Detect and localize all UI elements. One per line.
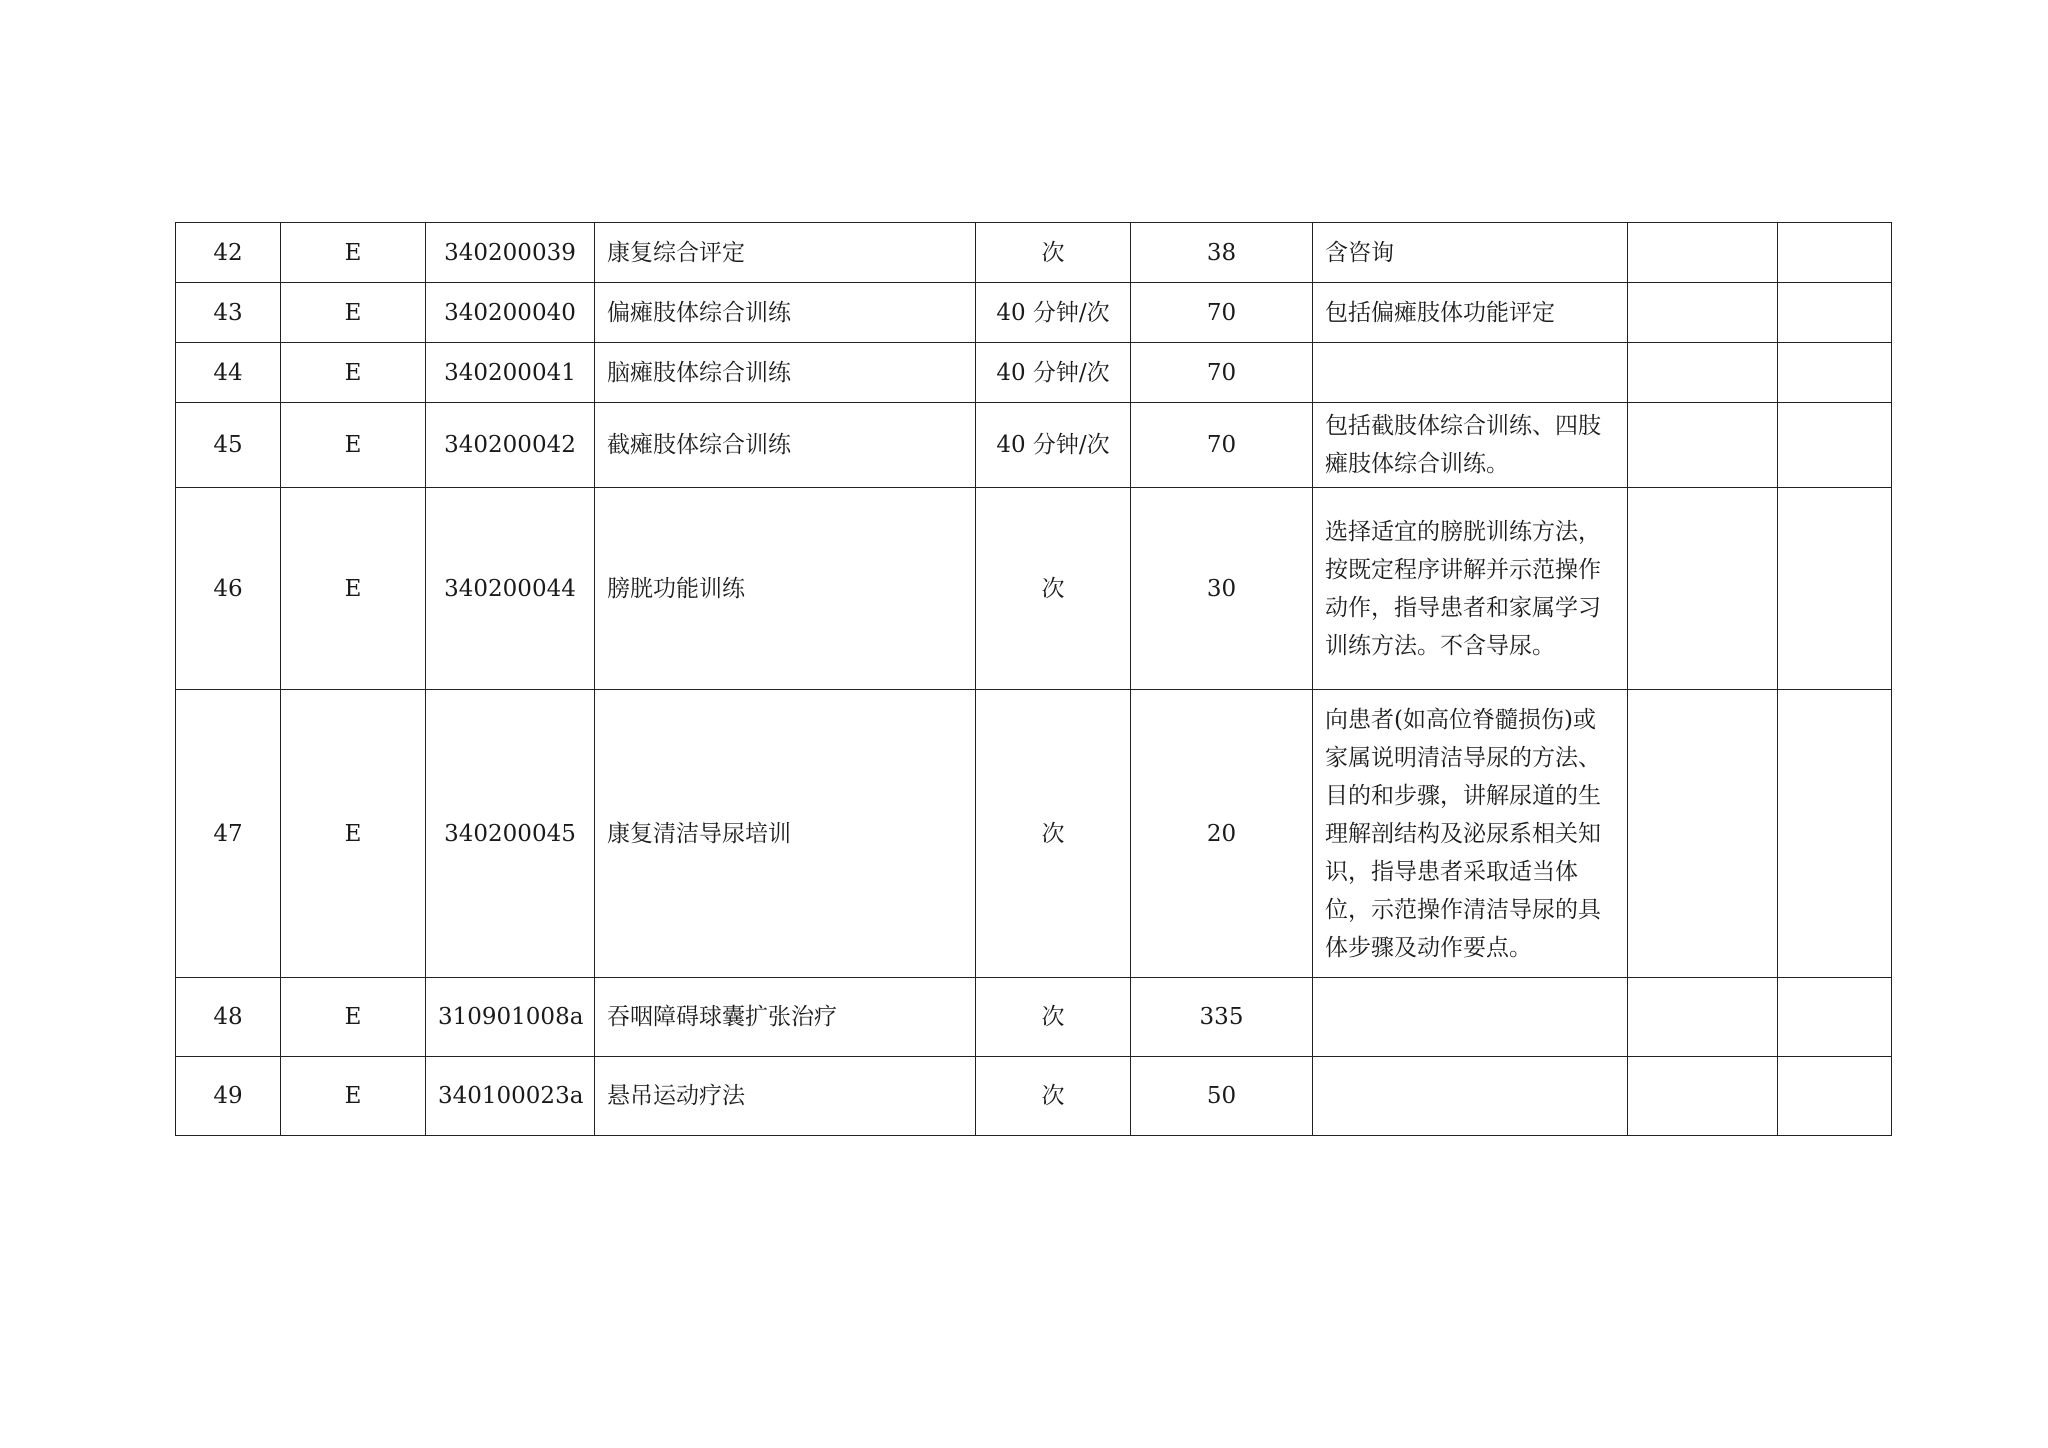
cell-code: 310901008a: [426, 978, 595, 1057]
table-row: [176, 690, 1892, 978]
cell-unit: 次: [976, 978, 1131, 1057]
cell-extra-1: [1628, 1057, 1778, 1136]
cell-unit: 40 分钟/次: [976, 343, 1131, 403]
cell-price: 335: [1131, 978, 1313, 1057]
cell-extra-2: [1778, 283, 1892, 343]
cell-extra-1: [1628, 223, 1778, 283]
cell-extra-1: [1628, 343, 1778, 403]
cell-name: 脑瘫肢体综合训练: [595, 343, 976, 403]
cell-seq: 49: [176, 1057, 281, 1136]
cell-code: 340100023a: [426, 1057, 595, 1136]
cell-seq: 47: [176, 690, 281, 978]
fee-table: [175, 222, 1892, 1136]
cell-note: [1313, 978, 1628, 1057]
cell-note: [1313, 343, 1628, 403]
table-body: [176, 223, 1892, 1136]
cell-extra-2: [1778, 1057, 1892, 1136]
cell-name: 吞咽障碍球囊扩张治疗: [595, 978, 976, 1057]
cell-price: 70: [1131, 343, 1313, 403]
cell-name: 康复清洁导尿培训: [595, 690, 976, 978]
cell-class: E: [281, 978, 426, 1057]
cell-unit: 40 分钟/次: [976, 403, 1131, 488]
cell-seq: 46: [176, 488, 281, 690]
cell-extra-2: [1778, 343, 1892, 403]
table-row: [176, 403, 1892, 488]
table-row: [176, 223, 1892, 283]
cell-extra-2: [1778, 690, 1892, 978]
cell-extra-1: [1628, 978, 1778, 1057]
cell-name: 悬吊运动疗法: [595, 1057, 976, 1136]
cell-price: 20: [1131, 690, 1313, 978]
table-row: [176, 1057, 1892, 1136]
cell-class: E: [281, 690, 426, 978]
cell-name: 偏瘫肢体综合训练: [595, 283, 976, 343]
cell-note: 含咨询: [1313, 223, 1628, 283]
cell-price: 38: [1131, 223, 1313, 283]
cell-extra-2: [1778, 223, 1892, 283]
table-row: [176, 343, 1892, 403]
cell-code: 340200042: [426, 403, 595, 488]
cell-class: E: [281, 283, 426, 343]
table-row: [176, 978, 1892, 1057]
cell-note: 包括截肢体综合训练、四肢瘫肢体综合训练。: [1313, 403, 1628, 488]
cell-unit: 次: [976, 690, 1131, 978]
cell-class: E: [281, 343, 426, 403]
cell-code: 340200045: [426, 690, 595, 978]
cell-note: 包括偏瘫肢体功能评定: [1313, 283, 1628, 343]
cell-unit: 40 分钟/次: [976, 283, 1131, 343]
cell-name: 膀胱功能训练: [595, 488, 976, 690]
cell-price: 50: [1131, 1057, 1313, 1136]
cell-code: 340200041: [426, 343, 595, 403]
cell-note: 选择适宜的膀胱训练方法，按既定程序讲解并示范操作动作，指导患者和家属学习训练方法。不含导尿。: [1313, 488, 1628, 690]
cell-note: 向患者(如高位脊髓损伤)或家属说明清洁导尿的方法、目的和步骤，讲解尿道的生理解剖结构及泌尿系相关知识，指导患者采取适当体位，示范操作清洁导尿的具体步骤及动作要点。: [1313, 690, 1628, 978]
cell-seq: 43: [176, 283, 281, 343]
cell-extra-2: [1778, 978, 1892, 1057]
cell-extra-2: [1778, 488, 1892, 690]
cell-extra-2: [1778, 403, 1892, 488]
cell-name: 截瘫肢体综合训练: [595, 403, 976, 488]
cell-code: 340200039: [426, 223, 595, 283]
cell-unit: 次: [976, 488, 1131, 690]
cell-extra-1: [1628, 690, 1778, 978]
cell-price: 70: [1131, 403, 1313, 488]
cell-code: 340200040: [426, 283, 595, 343]
cell-seq: 48: [176, 978, 281, 1057]
cell-class: E: [281, 403, 426, 488]
cell-name: 康复综合评定: [595, 223, 976, 283]
cell-extra-1: [1628, 283, 1778, 343]
cell-class: E: [281, 488, 426, 690]
cell-class: E: [281, 1057, 426, 1136]
cell-seq: 45: [176, 403, 281, 488]
cell-class: E: [281, 223, 426, 283]
cell-price: 70: [1131, 283, 1313, 343]
cell-seq: 42: [176, 223, 281, 283]
cell-seq: 44: [176, 343, 281, 403]
cell-unit: 次: [976, 223, 1131, 283]
cell-extra-1: [1628, 403, 1778, 488]
cell-code: 340200044: [426, 488, 595, 690]
cell-extra-1: [1628, 488, 1778, 690]
cell-unit: 次: [976, 1057, 1131, 1136]
table-row: [176, 283, 1892, 343]
table-row: [176, 488, 1892, 690]
cell-price: 30: [1131, 488, 1313, 690]
cell-note: [1313, 1057, 1628, 1136]
